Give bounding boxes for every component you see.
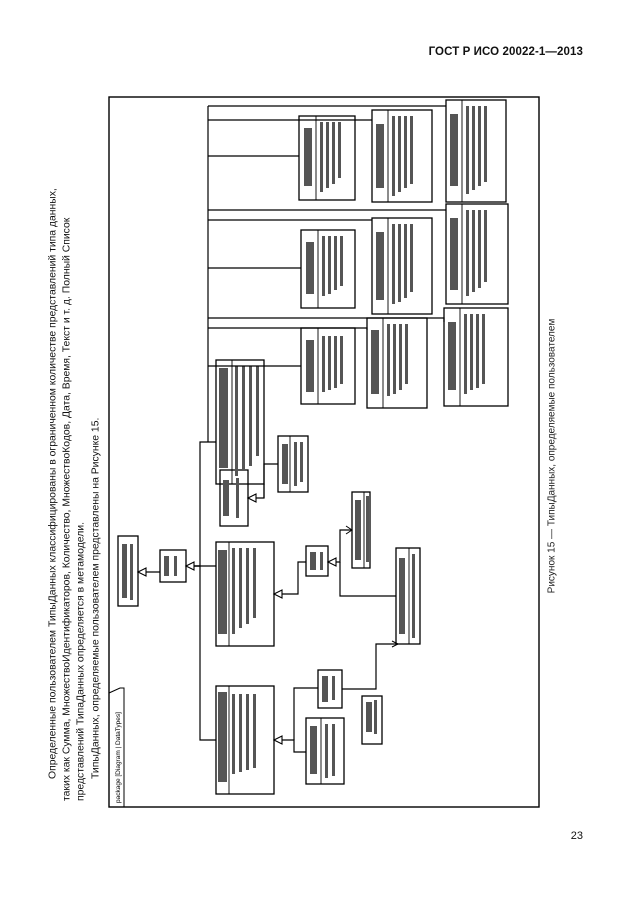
class-box-datatype-top xyxy=(118,536,138,606)
class-box-text xyxy=(306,546,328,576)
figure-caption: Рисунок 15 — ТипыДанных, определяемые пользователем xyxy=(546,318,558,594)
uml-diagram-figure xyxy=(108,96,540,813)
body-paragraph-1: Определенные пользователем ТипыДанных классифицированы в ограниченном количестве представлений типа данных, таких как Сумма, МножествоИдентификаторов, Количество, МножествоКодов, Дата, Время, Текст и т. д. Полный Список представлений ТипаДанных определяется в метамодели. xyxy=(47,188,87,801)
frame-label: package [Diagram | DataTypes] xyxy=(115,712,122,803)
body-paragraph-2: ТипыДанных, определяемые пользователем представлены на Рисунке 15. xyxy=(90,417,102,779)
page-number: 23 xyxy=(570,830,583,842)
body-text-block xyxy=(47,171,104,801)
uml-diagram-canvas xyxy=(108,96,540,808)
class-box-amount xyxy=(318,670,342,708)
document-header: ГОСТ Р ИСО 20022-1—2013 xyxy=(428,46,583,58)
class-box-basetype xyxy=(160,550,186,582)
